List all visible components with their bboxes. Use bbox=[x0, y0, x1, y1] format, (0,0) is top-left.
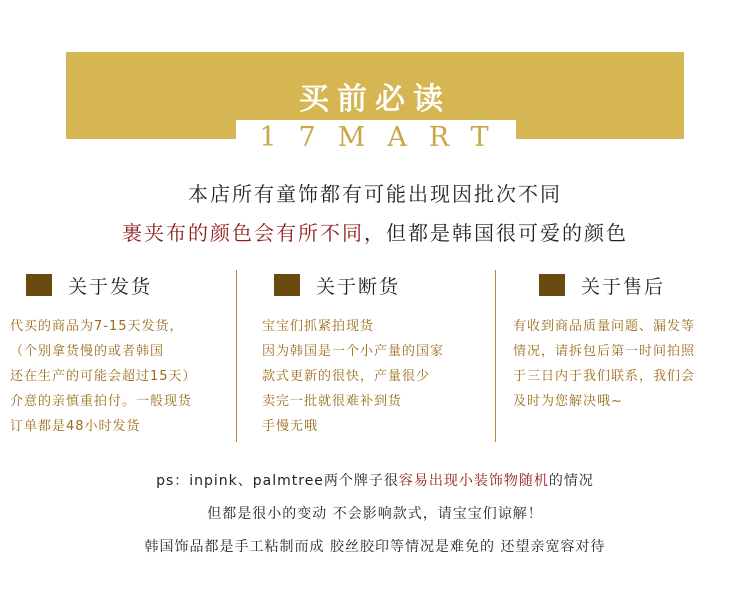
footer-line-1 bbox=[0, 470, 750, 490]
section-aftersales-body: 有收到商品质量问题、漏发等 情况，请拆包后第一时间拍照 于三日内于我们联系，我们会 及时为您解决哦~ bbox=[513, 319, 696, 409]
section-stockout-header bbox=[274, 272, 400, 298]
section-shipping-title: 关于发货 bbox=[68, 275, 153, 298]
footer-line-3: 韩国饰品都是手工粘制而成 胶丝胶印等情况是难免的 还望亲宽容对待 bbox=[144, 539, 606, 555]
section-stockout bbox=[262, 272, 492, 444]
square-marker-icon bbox=[26, 274, 52, 296]
intro-line-2-highlight: 裹夹布的颜色会有所不同 bbox=[122, 221, 364, 245]
section-shipping-header bbox=[26, 272, 152, 298]
square-marker-icon bbox=[274, 274, 300, 296]
column-divider bbox=[236, 270, 237, 442]
column-divider bbox=[495, 270, 496, 442]
banner-title: 买前必读 bbox=[299, 82, 451, 117]
section-aftersales-header bbox=[539, 272, 665, 298]
footer-line-1-start: ps：inpink、palmtree两个牌子很 bbox=[156, 473, 399, 489]
intro-line-1: 本店所有童饰都有可能出现因批次不同 bbox=[188, 182, 562, 206]
section-shipping-body: 代买的商品为7-15天发货， （个别拿货慢的或者韩国 还在生产的可能会超过15天） 介意的亲慎重拍付。一般现货 订单都是48小时发货 bbox=[10, 319, 197, 434]
footer-line-1-end: 的情况 bbox=[548, 473, 594, 489]
section-stockout-title: 关于断货 bbox=[316, 275, 401, 298]
footer-line-1-highlight: 容易出现小装饰物随机 bbox=[398, 473, 549, 489]
footer-line-2: 但都是很小的变动 不会影响款式，请宝宝们谅解！ bbox=[207, 506, 543, 522]
section-aftersales bbox=[513, 272, 743, 444]
square-marker-icon bbox=[539, 274, 565, 296]
section-stockout-body: 宝宝们抓紧拍现货 因为韩国是一个小产量的国家 款式更新的很快，产量很少 卖完一批就很难补到货 手慢无哦 bbox=[262, 319, 445, 434]
banner-subtitle: 17MART bbox=[236, 120, 516, 156]
intro-line-2-rest: ，但都是韩国很可爱的颜色 bbox=[364, 221, 628, 245]
intro-line-2 bbox=[0, 217, 750, 246]
section-shipping bbox=[10, 272, 235, 444]
section-aftersales-title: 关于售后 bbox=[581, 275, 666, 298]
